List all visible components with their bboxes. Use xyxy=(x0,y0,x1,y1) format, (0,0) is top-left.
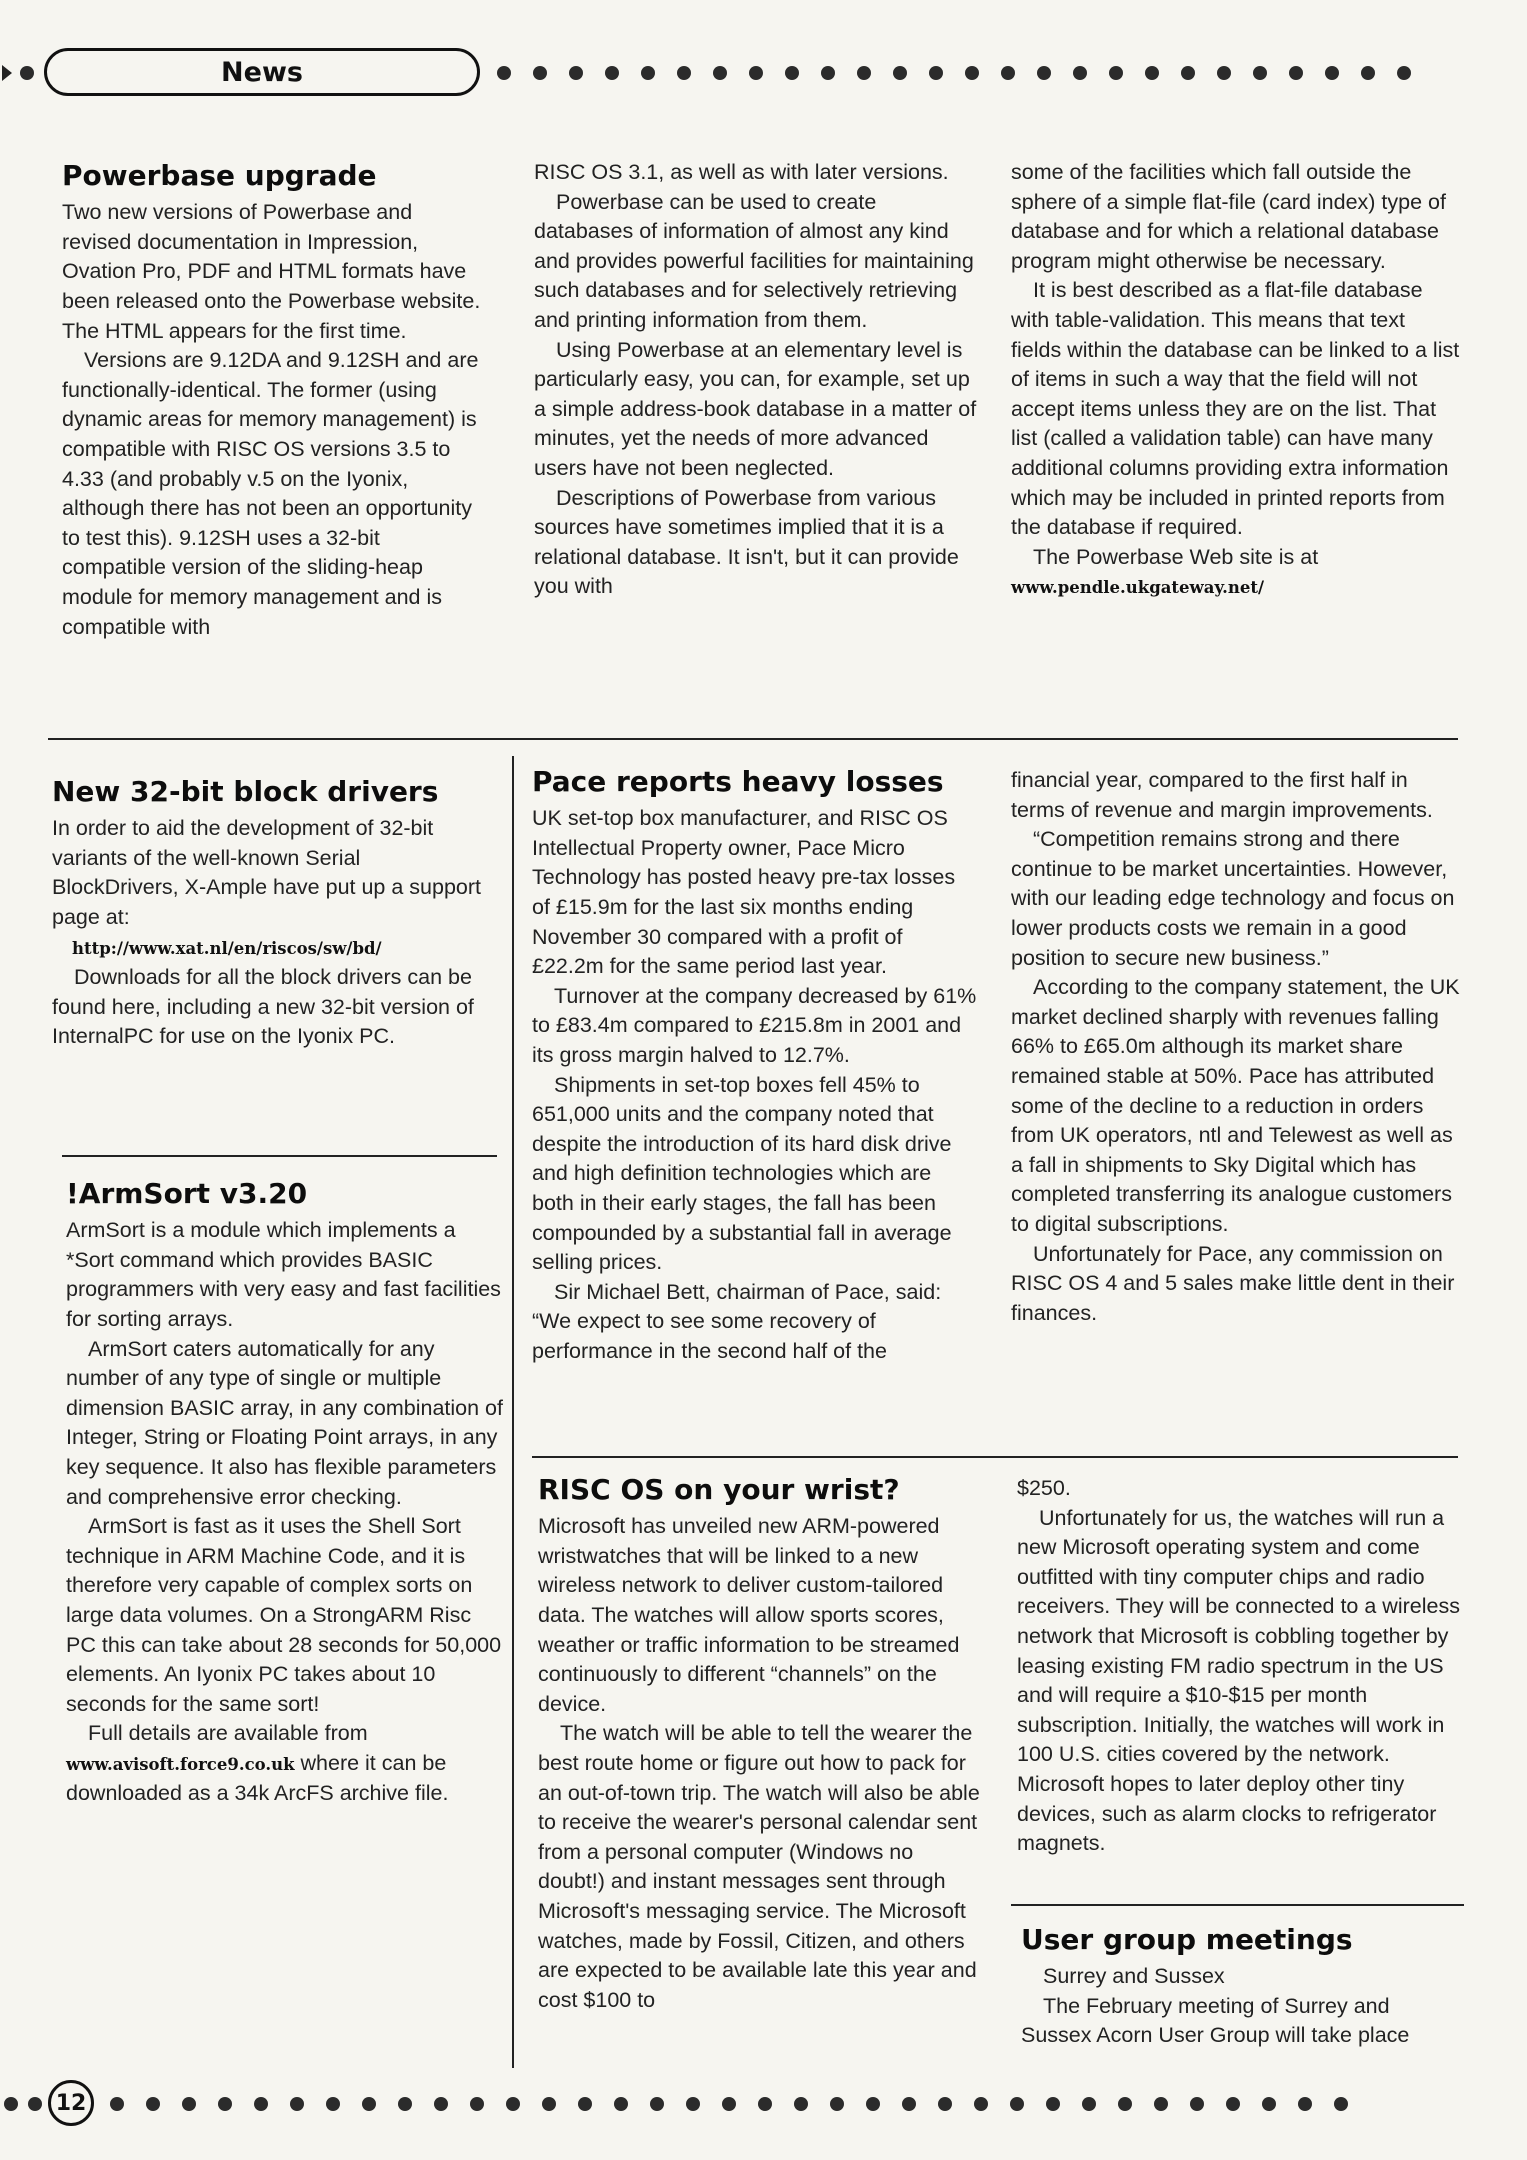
paragraph: It is best described as a flat-file database with table-validation. This means that text fields within the database can be linked to a list of items in such a way that the field will not accept items unless they are on the list. That list (called a validation table) can have many additional columns providing extra information which may be included in printed reports from the database if required. xyxy=(1011,278,1460,540)
section-label: News xyxy=(44,48,480,96)
pace-col-1 xyxy=(532,766,977,1366)
paragraph: RISC OS 3.1, as well as with later versions. xyxy=(534,160,949,184)
paragraph: The February meeting of Surrey and Sussex Acorn User Group will take place xyxy=(1021,1993,1410,2048)
dot-icon xyxy=(20,66,34,80)
armsort-article xyxy=(66,1178,506,1809)
article-title: New 32-bit block drivers xyxy=(52,775,439,808)
paragraph: Versions are 9.12DA and 9.12SH and are functionally-identical. The former (using dynamic areas for memory management) is compatible with RISC OS versions 3.5 to 4.33 (and probably v.5 on the Iyonix, although there has not been an opportunity to test this). 9.12SH uses a 32-bit compatible version of the sliding-heap module for memory management and is compatible with xyxy=(62,348,479,639)
powerbase-link[interactable]: www.pendle.ukgateway.net/ xyxy=(1011,578,1265,598)
arrow-left-icon xyxy=(2,65,12,81)
paragraph: Powerbase can be used to create databases of information of almost any kind and provides powerful facilities for maintaining such databases and for selectively retrieving and printing information from them. xyxy=(534,189,974,332)
paragraph: In order to aid the development of 32-bit variants of the well-known Serial BlockDrivers, X-Ample have put up a support page at: xyxy=(52,816,482,929)
paragraph: “Competition remains strong and there continue to be market uncertainties. However, with our leading edge technology and focus on lower products costs we remain in a good position to secure new business.” xyxy=(1011,827,1455,970)
article-title: RISC OS on your wrist? xyxy=(538,1473,900,1506)
divider xyxy=(532,1456,1458,1458)
blockdrivers-link[interactable]: http://www.xat.nl/en/riscos/sw/bd/ xyxy=(72,938,382,958)
article-title: User group meetings xyxy=(1021,1923,1353,1956)
wrist-col-1 xyxy=(538,1474,983,2015)
page-number: 12 xyxy=(48,2080,94,2126)
footer-band xyxy=(0,2080,1527,2140)
dot-icon xyxy=(4,2097,18,2111)
paragraph: Sir Michael Bett, chairman of Pace, said: “We expect to see some recovery of performance in the second half of the xyxy=(532,1279,942,1363)
paragraph: The watch will be able to tell the wearer the best route home or figure out how to pack for an out-of-town trip. The watch will also be able to receive the wearer's personal calendar sent from a personal computer (Windows no doubt!) and instant messages sent through Microsoft's messaging service. The Microsoft watches, made by Fossil, Citizen, and others are expected to be available late this year and cost $100 to xyxy=(538,1721,980,2012)
divider xyxy=(62,1155,497,1157)
paragraph: ArmSort is fast as it uses the Shell Sort technique in ARM Machine Code, and it is therefore very capable of complex sorts on large data volumes. On a StrongARM Risc PC this can take about 28 seconds for 50,000 elements. An Iyonix PC takes about 10 seconds for the same sort! xyxy=(66,1514,502,1716)
paragraph: The Powerbase Web site is at xyxy=(1033,544,1319,569)
column-divider xyxy=(512,756,514,2068)
paragraph: Downloads for all the block drivers can be found here, including a new 32-bit version of InternalPC for use on the Iyonix PC. xyxy=(52,965,474,1049)
header-band xyxy=(0,40,1527,110)
paragraph: Descriptions of Powerbase from various sources have sometimes implied that it is a relational database. It isn't, but it can provide you with xyxy=(534,485,959,599)
paragraph: $250. xyxy=(1017,1476,1071,1500)
article-title: !ArmSort v3.20 xyxy=(66,1177,308,1210)
paragraph: Microsoft has unveiled new ARM-powered wristwatches that will be linked to a new wireless network to deliver custom-tailored data. The watches will allow sports scores, weather or traffic information to be streamed continuously to different “channels” on the device. xyxy=(538,1514,960,1716)
paragraph-suffix: where it can be downloaded as a 34k ArcFS archive file. xyxy=(66,1750,449,1806)
powerbase-col-2 xyxy=(534,158,979,602)
divider xyxy=(48,738,1458,740)
paragraph: Shipments in set-top boxes fell 45% to 651,000 units and the company noted that despite the introduction of its hard disk drive and high definition technologies which are both in their early stages, the fall has been compounded by a substantial fall in average selling prices. xyxy=(532,1072,952,1275)
powerbase-col-1 xyxy=(62,160,487,642)
usergroup-article xyxy=(1021,1924,1466,2051)
divider xyxy=(1011,1904,1464,1906)
paragraph: Unfortunately for us, the watches will run a new Microsoft operating system and come outfitted with tiny computer chips and radio receivers. They will be connected to a wireless network that Microsoft is cobbling together by leasing existing FM radio spectrum in the US and will require a $10-$15 per month subscription. Initially, the watches will work in 100 U.S. cities covered by the network. Microsoft hopes to later deploy other tiny devices, such as alarm clocks to refrigerator magnets. xyxy=(1017,1505,1460,1856)
paragraph: financial year, compared to the first half in terms of revenue and margin improvements. xyxy=(1011,768,1433,822)
paragraph: Two new versions of Powerbase and revised documentation in Impression, Ovation Pro, PDF and HTML formats have been released onto the Powerbase website. The HTML appears for the first time. xyxy=(62,200,481,343)
paragraph: According to the company statement, the UK market declined sharply with revenues falling 66% to £65.0m although its market share remained stable at 50%. Pace has attributed some of the decline to a reduction in orders from UK operators, ntl and Telewest as well as a fall in shipments to Sky Digital which has completed transferring its analogue customers to digital subscriptions. xyxy=(1011,975,1460,1236)
article-title: Pace reports heavy losses xyxy=(532,765,944,798)
paragraph: Using Powerbase at an elementary level is particularly easy, you can, for example, set up a simple address-book database in a matter of minutes, yet the needs of more advanced users have not been neglected. xyxy=(534,337,977,480)
dot-icon xyxy=(28,2097,42,2111)
paragraph: Turnover at the company decreased by 61% to £83.4m compared to £215.8m in 2001 and its gross margin halved to 12.7%. xyxy=(532,983,977,1067)
blockdrivers-article xyxy=(52,776,492,1052)
armsort-link[interactable]: www.avisoft.force9.co.uk xyxy=(66,1754,295,1774)
paragraph: ArmSort caters automatically for any number of any type of single or multiple dimension BASIC array, in any combination of Integer, String or Floating Point arrays, in any key sequence. It also has flexible parameters and comprehensive error checking. xyxy=(66,1336,503,1509)
paragraph: Unfortunately for Pace, any commission on RISC OS 4 and 5 sales make little dent in their finances. xyxy=(1011,1241,1455,1325)
dot-row xyxy=(110,2097,1348,2111)
wrist-col-2 xyxy=(1017,1474,1462,1859)
pace-col-2 xyxy=(1011,766,1463,1328)
paragraph-prefix: Full details are available from xyxy=(88,1721,368,1746)
paragraph: ArmSort is a module which implements a *Sort command which provides BASIC programmers with very easy and fast facilities for sorting arrays. xyxy=(66,1218,501,1331)
powerbase-col-3 xyxy=(1011,158,1461,603)
subtitle: Surrey and Sussex xyxy=(1043,1964,1225,1989)
paragraph: some of the facilities which fall outside the sphere of a simple flat-file (card index) type of database and for which a relational database program might otherwise be necessary. xyxy=(1011,160,1446,273)
article-title: Powerbase upgrade xyxy=(62,159,377,192)
paragraph: UK set-top box manufacturer, and RISC OS Intellectual Property owner, Pace Micro Technology has posted heavy pre-tax losses of £15.9m for the last six months ending November 30 compared with a profit of £22.2m for the same period last year. xyxy=(532,806,956,979)
dot-row xyxy=(497,66,1411,80)
